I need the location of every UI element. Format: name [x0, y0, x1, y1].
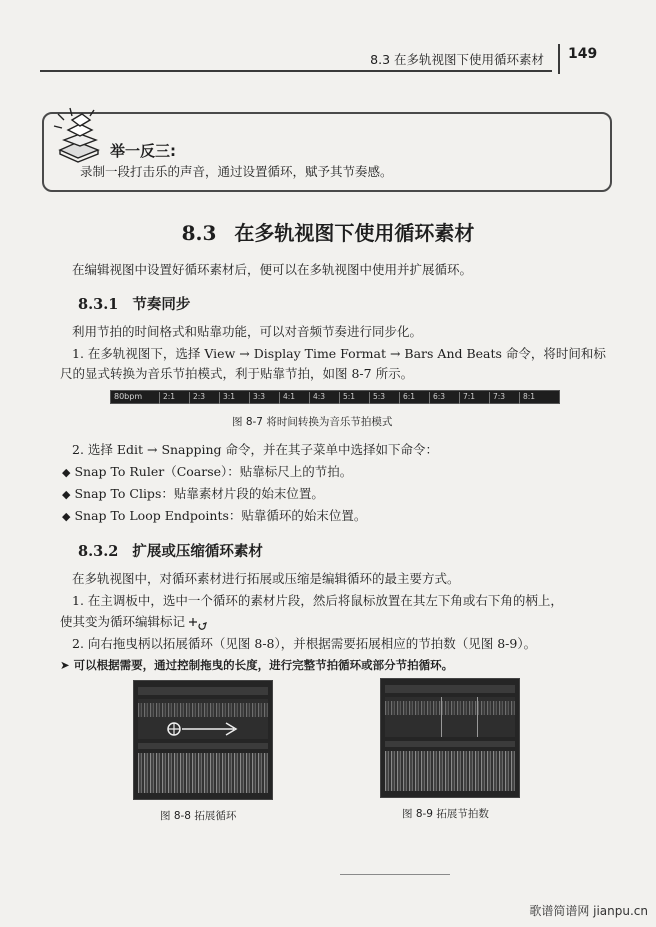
bullet-item: ◆ Snap To Loop Endpoints：贴靠循环的始末位置。	[62, 508, 366, 525]
ruler-tick: 8:1	[523, 392, 536, 401]
figure-caption-8-8: 图 8-8 拓展循环	[160, 810, 237, 822]
section-intro: 在编辑视图中设置好循环素材后，便可以在多轨视图中使用并扩展循环。	[72, 262, 473, 277]
paragraph: 利用节拍的时间格式和贴靠功能，可以对音频节奏进行同步化。	[72, 324, 423, 339]
ruler-tick: 7:3	[493, 392, 506, 401]
subsection-title: 节奏同步	[132, 296, 191, 313]
ruler-tick: 5:3	[373, 392, 386, 401]
paragraph: 1. 在主调板中，选中一个循环的素材片段，然后将鼠标放置在其左下角或右下角的柄上，	[72, 593, 563, 608]
bullet-item: ◆ Snap To Clips：贴靠素材片段的始末位置。	[62, 486, 324, 503]
subsection-heading-8-3-2	[78, 540, 263, 561]
footer-rule	[340, 874, 450, 875]
ruler-bpm: 80bpm	[114, 392, 143, 401]
ruler-tick: 6:3	[433, 392, 446, 401]
figure-caption-8-9: 图 8-9 拓展节拍数	[402, 808, 489, 820]
ruler-tick: 3:1	[223, 392, 236, 401]
ruler-tick: 5:1	[343, 392, 356, 401]
paragraph: 尺的显式转换为音乐节拍模式，利于贴靠节拍，如图 8-7 所示。	[60, 366, 414, 381]
subsection-title: 扩展或压缩循环素材	[132, 543, 263, 560]
page-number: 149	[568, 46, 598, 62]
paragraph: 2. 向右拖曳柄以拓展循环（见图 8-8），并根据需要拓展相应的节拍数（见图 8-9）。	[72, 636, 537, 651]
section-heading	[0, 217, 656, 246]
subsection-number: 8.3.2	[78, 543, 119, 560]
ruler-tick: 2:3	[193, 392, 206, 401]
tip-text: 录制一段打击乐的声音，通过设置循环，赋予其节奏感。	[80, 164, 393, 179]
subsection-number: 8.3.1	[78, 296, 119, 313]
book-stack-icon	[50, 104, 106, 164]
paragraph: 1. 在多轨视图下，选择 View → Display Time Format → Bars And Beats 命令，将时间和标	[72, 346, 606, 361]
note-line	[60, 657, 453, 673]
ruler-tick: 6:1	[403, 392, 416, 401]
drag-arrow-icon	[164, 717, 244, 741]
figure-8-8-screenshot	[133, 680, 273, 800]
ruler-tick: 4:3	[313, 392, 326, 401]
paragraph: 2. 选择 Edit → Snapping 命令，并在其子菜单中选择如下命令：	[72, 442, 439, 457]
note-text: 可以根据需要，通过控制拖曳的长度，进行完整节拍循环或部分节拍循环。	[73, 658, 454, 672]
ruler-tick: 4:1	[283, 392, 296, 401]
tip-title: 举一反三:	[110, 142, 176, 160]
section-number: 8.3	[181, 221, 217, 245]
bullet-item: ◆ Snap To Ruler（Coarse）：贴靠标尺上的节拍。	[62, 464, 352, 481]
paragraph	[60, 614, 209, 630]
ruler-tick: 7:1	[463, 392, 476, 401]
figure-caption-8-7: 图 8-7 将时间转换为音乐节拍模式	[232, 416, 393, 428]
header-rule	[40, 70, 552, 72]
header-separator	[558, 44, 560, 74]
watermark: 歌谱简谱网 jianpu.cn	[529, 904, 648, 918]
subsection-heading-8-3-1	[78, 293, 190, 314]
loop-edit-cursor-icon	[189, 616, 209, 630]
time-ruler-screenshot	[110, 390, 560, 404]
ruler-tick: 3:3	[253, 392, 266, 401]
ruler-tick: 2:1	[163, 392, 176, 401]
note-arrow-icon: ➤	[60, 658, 70, 672]
paragraph-text: 使其变为循环编辑标记	[60, 614, 186, 629]
section-title: 在多轨视图下使用循环素材	[234, 221, 475, 245]
paragraph: 在多轨视图中，对循环素材进行拓展或压缩是编辑循环的最主要方式。	[72, 571, 460, 586]
running-header-title: 8.3 在多轨视图下使用循环素材	[370, 52, 544, 67]
figure-8-9-screenshot	[380, 678, 520, 798]
